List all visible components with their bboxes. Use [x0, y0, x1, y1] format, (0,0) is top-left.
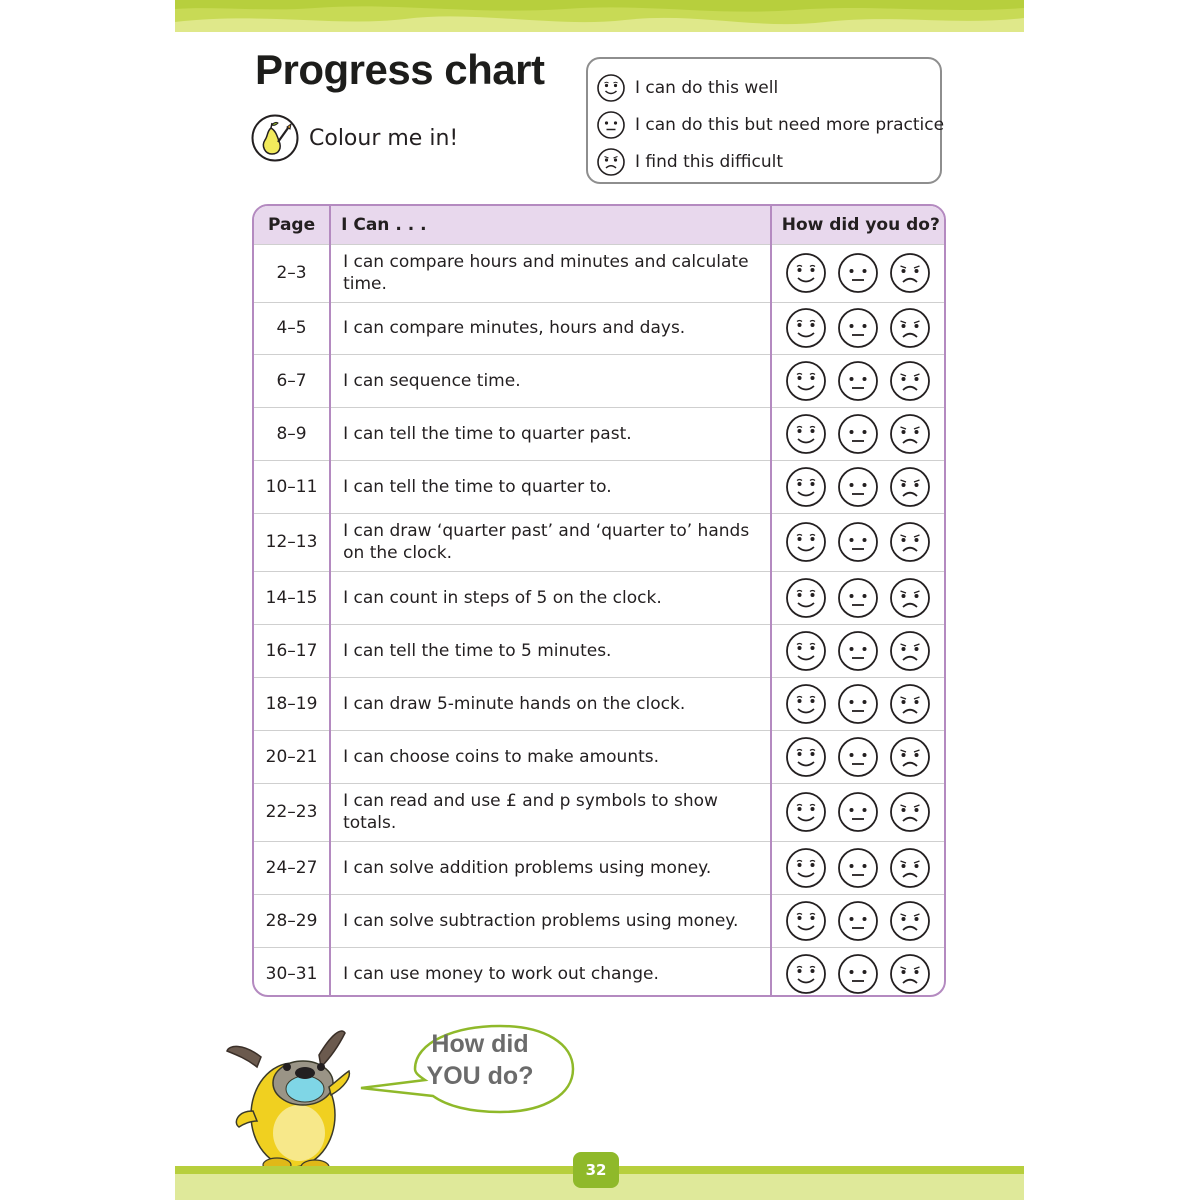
- row-skill: I can use money to work out change.: [330, 947, 771, 997]
- row-rating: [771, 783, 944, 841]
- sad-face-icon[interactable]: [889, 413, 931, 455]
- row-page: 8–9: [254, 407, 330, 460]
- key-row-sad: [596, 143, 940, 180]
- row-rating: [771, 513, 944, 571]
- row-rating: [771, 624, 944, 677]
- row-page: 18–19: [254, 677, 330, 730]
- table-header-row: [254, 206, 944, 244]
- neutral-face-icon[interactable]: [837, 521, 879, 563]
- table-row: [254, 244, 944, 302]
- happy-face-icon[interactable]: [785, 466, 827, 508]
- table-row: [254, 730, 944, 783]
- neutral-face-icon[interactable]: [837, 360, 879, 402]
- row-page: 16–17: [254, 624, 330, 677]
- table-body: [254, 244, 944, 997]
- neutral-face-icon: [596, 110, 626, 140]
- header-page: Page: [254, 206, 330, 244]
- table-row: [254, 407, 944, 460]
- neutral-face-icon[interactable]: [837, 466, 879, 508]
- key-row-happy: [596, 69, 940, 106]
- pear-brush-icon: [251, 114, 299, 162]
- row-skill: I can sequence time.: [330, 354, 771, 407]
- neutral-face-icon[interactable]: [837, 413, 879, 455]
- rating-faces: [772, 521, 944, 563]
- page-title: Progress chart: [255, 46, 545, 93]
- rating-faces: [772, 953, 944, 995]
- row-page: 2–3: [254, 244, 330, 302]
- row-rating: [771, 677, 944, 730]
- rating-faces: [772, 466, 944, 508]
- dog-mascot-illustration: [223, 1015, 363, 1175]
- header-rating: How did you do?: [781, 214, 940, 235]
- key-label-sad: I find this difficult: [635, 151, 783, 172]
- neutral-face-icon[interactable]: [837, 630, 879, 672]
- sad-face-icon[interactable]: [889, 736, 931, 778]
- row-page: 10–11: [254, 460, 330, 513]
- sad-face-icon[interactable]: [889, 683, 931, 725]
- sad-face-icon[interactable]: [889, 577, 931, 619]
- neutral-face-icon[interactable]: [837, 900, 879, 942]
- neutral-face-icon[interactable]: [837, 736, 879, 778]
- row-page: 28–29: [254, 894, 330, 947]
- row-skill: I can solve addition problems using money.: [330, 841, 771, 894]
- colour-me-prompt: [251, 112, 458, 164]
- row-rating: [771, 302, 944, 354]
- sad-face-icon[interactable]: [889, 791, 931, 833]
- workbook-page: [175, 0, 1024, 1200]
- row-page: 6–7: [254, 354, 330, 407]
- table-row: [254, 947, 944, 997]
- happy-face-icon[interactable]: [785, 307, 827, 349]
- table-row: [254, 894, 944, 947]
- row-skill: I can compare minutes, hours and days.: [330, 302, 771, 354]
- key-row-neutral: [596, 106, 945, 143]
- rating-faces: [772, 630, 944, 672]
- row-rating: [771, 571, 944, 624]
- happy-face-icon[interactable]: [785, 847, 827, 889]
- row-rating: [771, 460, 944, 513]
- happy-face-icon[interactable]: [785, 413, 827, 455]
- happy-face-icon[interactable]: [785, 791, 827, 833]
- happy-face-icon: [596, 73, 626, 103]
- rating-faces: [772, 577, 944, 619]
- sad-face-icon[interactable]: [889, 900, 931, 942]
- sad-face-icon[interactable]: [889, 521, 931, 563]
- row-skill: I can choose coins to make amounts.: [330, 730, 771, 783]
- sad-face-icon[interactable]: [889, 307, 931, 349]
- happy-face-icon[interactable]: [785, 736, 827, 778]
- happy-face-icon[interactable]: [785, 900, 827, 942]
- speech-line-2: YOU do?: [426, 1062, 534, 1090]
- row-rating: [771, 407, 944, 460]
- table-row: [254, 513, 944, 571]
- row-skill: I can compare hours and minutes and calculate time.: [330, 244, 771, 302]
- sad-face-icon[interactable]: [889, 847, 931, 889]
- rating-key: [586, 57, 945, 184]
- progress-table-frame: [252, 204, 946, 997]
- colour-me-label: Colour me in!: [309, 125, 459, 151]
- row-rating: [771, 354, 944, 407]
- row-page: 24–27: [254, 841, 330, 894]
- rating-faces: [772, 683, 944, 725]
- table-row: [254, 677, 944, 730]
- sad-face-icon[interactable]: [889, 953, 931, 995]
- row-page: 12–13: [254, 513, 330, 571]
- row-skill: I can tell the time to quarter past.: [330, 407, 771, 460]
- happy-face-icon[interactable]: [785, 521, 827, 563]
- row-skill: I can draw 5-minute hands on the clock.: [330, 677, 771, 730]
- top-decorative-band: [175, 0, 1024, 32]
- rating-faces: [772, 252, 944, 294]
- table-row: [254, 624, 944, 677]
- neutral-face-icon[interactable]: [837, 791, 879, 833]
- row-skill: I can count in steps of 5 on the clock.: [330, 571, 771, 624]
- happy-face-icon[interactable]: [785, 360, 827, 402]
- neutral-face-icon[interactable]: [837, 847, 879, 889]
- neutral-face-icon[interactable]: [837, 252, 879, 294]
- happy-face-icon[interactable]: [785, 252, 827, 294]
- row-rating: [771, 841, 944, 894]
- row-page: 22–23: [254, 783, 330, 841]
- progress-table: [254, 206, 944, 997]
- neutral-face-icon[interactable]: [837, 953, 879, 995]
- rating-faces: [772, 847, 944, 889]
- rating-faces: [772, 791, 944, 833]
- row-page: 20–21: [254, 730, 330, 783]
- speech-bubble-text: [415, 1028, 545, 1092]
- rating-faces: [772, 360, 944, 402]
- table-row: [254, 841, 944, 894]
- rating-faces: [772, 900, 944, 942]
- happy-face-icon[interactable]: [785, 630, 827, 672]
- rating-faces: [772, 307, 944, 349]
- row-page: 14–15: [254, 571, 330, 624]
- row-page: 30–31: [254, 947, 330, 997]
- happy-face-icon[interactable]: [785, 683, 827, 725]
- sad-face-icon[interactable]: [889, 630, 931, 672]
- rating-faces: [772, 413, 944, 455]
- page-number-badge: 32: [573, 1152, 619, 1188]
- table-row: [254, 783, 944, 841]
- table-row: [254, 460, 944, 513]
- sad-face-icon[interactable]: [889, 466, 931, 508]
- header-skill: I Can . . .: [330, 206, 771, 244]
- sad-face-icon[interactable]: [889, 252, 931, 294]
- sad-face-icon[interactable]: [889, 360, 931, 402]
- key-label-happy: I can do this well: [635, 77, 779, 98]
- table-row: [254, 571, 944, 624]
- speech-line-1: How did: [431, 1030, 529, 1058]
- rating-faces: [772, 736, 944, 778]
- row-skill: I can read and use £ and p symbols to show totals.: [330, 783, 771, 841]
- key-label-neutral: I can do this but need more practice: [635, 114, 945, 135]
- neutral-face-icon[interactable]: [837, 577, 879, 619]
- happy-face-icon[interactable]: [785, 953, 827, 995]
- row-skill: I can draw ‘quarter past’ and ‘quarter to’ hands on the clock.: [330, 513, 771, 571]
- row-rating: [771, 894, 944, 947]
- row-rating: [771, 244, 944, 302]
- row-skill: I can solve subtraction problems using money.: [330, 894, 771, 947]
- happy-face-icon[interactable]: [785, 577, 827, 619]
- neutral-face-icon[interactable]: [837, 683, 879, 725]
- row-rating: [771, 730, 944, 783]
- table-row: [254, 354, 944, 407]
- row-skill: I can tell the time to quarter to.: [330, 460, 771, 513]
- table-row: [254, 302, 944, 354]
- row-rating: [771, 947, 944, 997]
- neutral-face-icon[interactable]: [837, 307, 879, 349]
- row-skill: I can tell the time to 5 minutes.: [330, 624, 771, 677]
- row-page: 4–5: [254, 302, 330, 354]
- sad-face-icon: [596, 147, 626, 177]
